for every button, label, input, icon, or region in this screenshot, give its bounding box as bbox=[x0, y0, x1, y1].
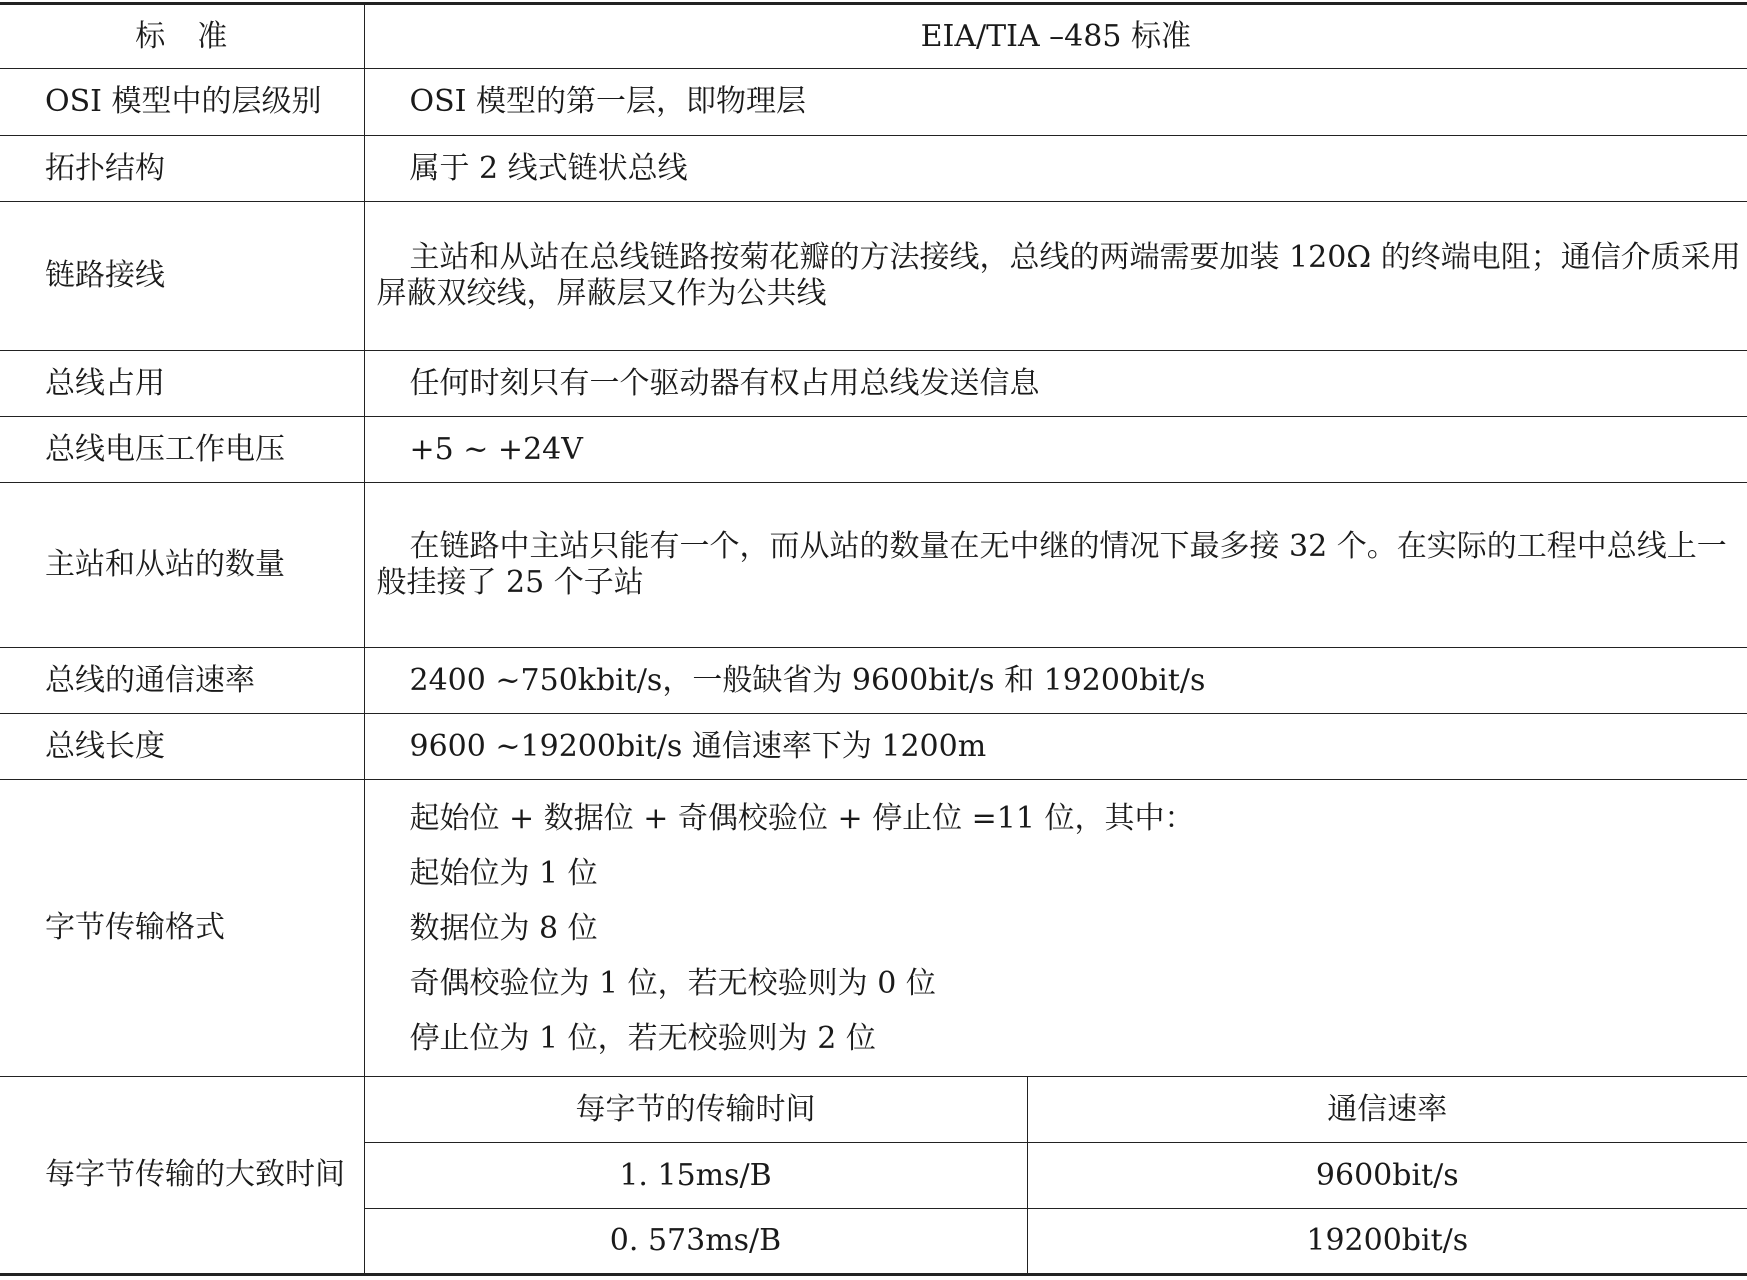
table-row bbox=[0, 417, 1747, 483]
row-label-osi-layer: OSI 模型中的层级别 bbox=[0, 69, 364, 136]
row-value-baud-rate: 2400 ~750kbit/s，一般缺省为 9600bit/s 和 19200bit/s bbox=[364, 648, 1747, 714]
table-row bbox=[0, 1077, 1747, 1143]
table-row bbox=[0, 714, 1747, 780]
row-label-topology: 拓扑结构 bbox=[0, 136, 364, 202]
row-value-station-count: 在链路中主站只能有一个，而从站的数量在无中继的情况下最多接 32 个。在实际的工程中总线上一般挂接了 25 个子站 bbox=[364, 483, 1747, 648]
header-value-cell: EIA/TIA –485 标准 bbox=[364, 4, 1747, 69]
rs485-spec-table bbox=[0, 2, 1747, 1276]
byte-format-line: 数据位为 8 位 bbox=[409, 910, 598, 946]
row-value-bus-length: 9600 ~19200bit/s 通信速率下为 1200m bbox=[364, 714, 1747, 780]
table-header-row bbox=[0, 4, 1747, 69]
row-value-voltage: +5 ~ +24V bbox=[364, 417, 1747, 483]
sub-header-baud-rate: 通信速率 bbox=[1027, 1077, 1747, 1143]
row-label-bus-occupancy: 总线占用 bbox=[0, 351, 364, 417]
byte-format-line: 停止位为 1 位，若无校验则为 2 位 bbox=[409, 1020, 876, 1056]
table-row bbox=[0, 136, 1747, 202]
row-value-byte-format bbox=[364, 780, 1747, 1077]
byte-format-line: 奇偶校验位为 1 位，若无校验则为 0 位 bbox=[409, 965, 936, 1001]
table-row bbox=[0, 780, 1747, 1077]
table-row bbox=[0, 69, 1747, 136]
table-row bbox=[0, 483, 1747, 648]
sub-cell-transfer-time: 1. 15ms/B bbox=[364, 1143, 1027, 1209]
row-value-bus-occupancy: 任何时刻只有一个驱动器有权占用总线发送信息 bbox=[364, 351, 1747, 417]
row-label-bus-length: 总线长度 bbox=[0, 714, 364, 780]
row-value-wiring: 主站和从站在总线链路按菊花瓣的方法接线，总线的两端需要加装 120Ω 的终端电阻；通信介质采用屏蔽双绞线，屏蔽层又作为公共线 bbox=[364, 202, 1747, 351]
sub-header-transfer-time: 每字节的传输时间 bbox=[364, 1077, 1027, 1143]
sub-cell-baud-rate: 9600bit/s bbox=[1027, 1143, 1747, 1209]
row-label-voltage: 总线电压工作电压 bbox=[0, 417, 364, 483]
row-value-osi-layer: OSI 模型的第一层，即物理层 bbox=[364, 69, 1747, 136]
sub-cell-transfer-time: 0. 573ms/B bbox=[364, 1209, 1027, 1275]
sub-cell-baud-rate: 19200bit/s bbox=[1027, 1209, 1747, 1275]
row-label-byte-time: 每字节传输的大致时间 bbox=[0, 1077, 364, 1275]
row-label-station-count: 主站和从站的数量 bbox=[0, 483, 364, 648]
header-label-cell: 标 准 bbox=[0, 4, 364, 69]
table-row bbox=[0, 648, 1747, 714]
row-value-topology: 属于 2 线式链状总线 bbox=[364, 136, 1747, 202]
table-row bbox=[0, 202, 1747, 351]
row-label-wiring: 链路接线 bbox=[0, 202, 364, 351]
byte-format-line: 起始位 + 数据位 + 奇偶校验位 + 停止位 =11 位，其中： bbox=[409, 800, 1195, 836]
table-row bbox=[0, 351, 1747, 417]
row-label-byte-format: 字节传输格式 bbox=[0, 780, 364, 1077]
byte-format-line: 起始位为 1 位 bbox=[409, 855, 598, 891]
row-label-baud-rate: 总线的通信速率 bbox=[0, 648, 364, 714]
